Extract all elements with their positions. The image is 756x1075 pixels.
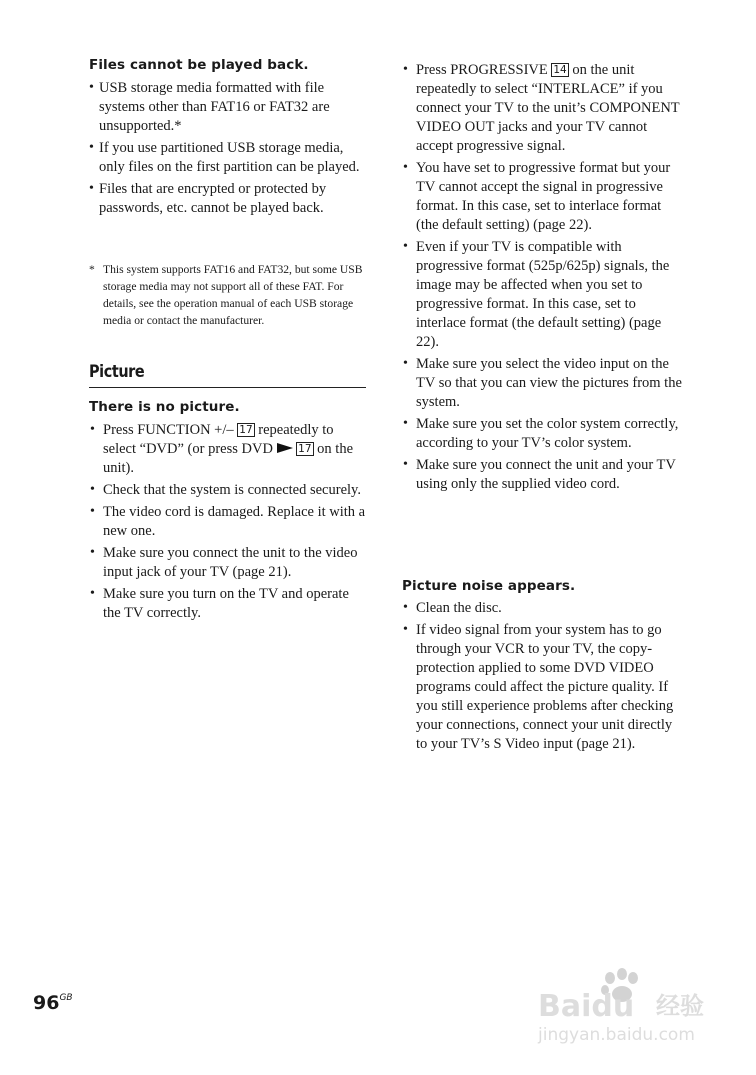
page-number: $96^{GB}$ [33,992,73,1014]
files-list [89,79,369,221]
no-picture-heading: There is no picture. [89,399,240,415]
section-title: Picture [89,362,145,382]
list-item: • Make sure you connect the unit and your TV using only the supplied video cord. [403,457,676,492]
footnote-marker: * [89,263,95,276]
watermark-brand-cn: 经验 [656,992,704,1020]
section-rule [89,387,366,388]
key-17-icon: 17 [298,443,312,455]
watermark-url: jingyan.baidu.com [538,1025,695,1045]
list-item: • Make sure you set the color system correctly, according to your TV’s color system. [403,416,679,451]
right-list [402,61,682,497]
list-item: • Check that the system is connected securely. [90,482,361,498]
list-item: • Even if your TV is compatible with progressive format (525p/625p) signals, the image may be affected when you set to progressive format. In this case, set to interlace format (the default setting) (page 22). [403,239,670,350]
footnote [89,261,379,329]
list-item: • If you use partitioned USB storage media, only files on the first partition can be played. [89,140,360,175]
watermark-brand: Baidu [538,989,635,1024]
list-item: • Clean the disc. [403,600,502,616]
list-item: • Make sure you select the video input on the TV so that you can view the pictures from the system. [403,356,682,410]
list-item: • Files that are encrypted or protected by passwords, etc. cannot be played back. [89,181,327,216]
list-item: • USB storage media formatted with file systems other than FAT16 or FAT32 are unsupported.* [89,80,330,134]
list-item: • Make sure you connect the unit to the video input jack of your TV (page 21). [90,545,358,580]
noise-list [402,599,682,757]
baidu-watermark-logo [536,966,716,1046]
files-heading: Files cannot be played back. [89,57,309,73]
play-icon [277,443,293,453]
no-picture-list [89,421,366,626]
list-item: • Make sure you turn on the TV and operate the TV correctly. [90,586,349,621]
noise-heading: Picture noise appears. [402,578,576,594]
list-item: • The video cord is damaged. Replace it with a new one. [90,504,366,539]
list-item: • Press PROGRESSIVE 14 on the unit repeatedly to select “INTERLACE” if you connect your TV to the unit’s COMPONENT VIDEO OUT jacks and your TV cannot accept progressive signal. [403,62,680,154]
list-item: • If video signal from your system has to go through your VCR to your TV, the copy-protection applied to some DVD VIDEO programs could affect the picture quality. If you still experience problems after checking your connections, connect your unit directly to your TV’s S Video input (page 21). [403,622,674,752]
key-17-icon: 17 [239,424,253,436]
page-suffix: GB [59,993,73,1003]
footnote-text: This system supports FAT16 and FAT32, but some USB storage media may not support all of these FAT. For details, see the operation manual of each USB storage media or contact the manufacturer. [103,263,363,327]
list-item: • You have set to progressive format but your TV cannot accept the signal in progressive format. In this case, set to interlace format (the default setting) (page 22). [403,160,671,233]
list-item: • Press FUNCTION +/– 17 repeatedly to select “DVD” (or press DVD 17 on the unit). [90,422,354,476]
key-14-icon: 14 [553,64,567,76]
